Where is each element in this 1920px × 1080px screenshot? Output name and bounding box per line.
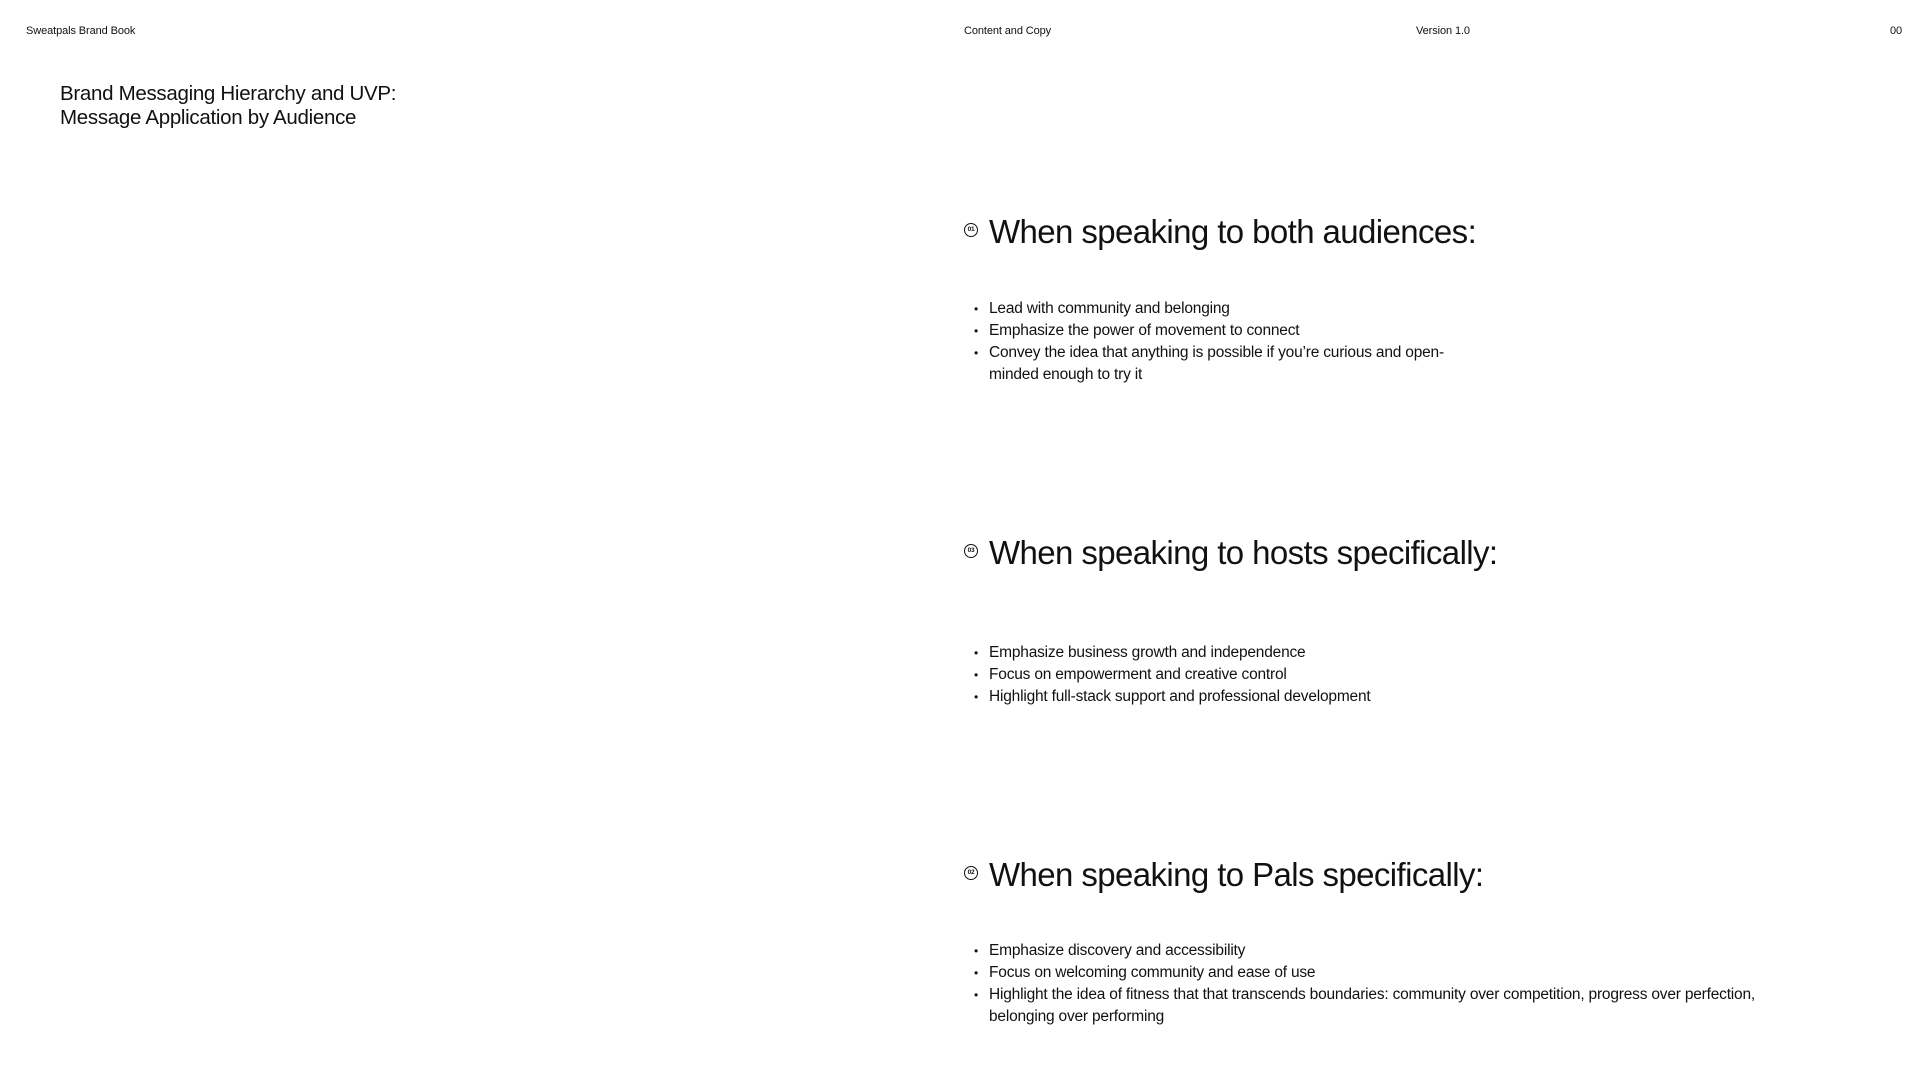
bullet-list xyxy=(964,940,1814,1028)
section-heading xyxy=(964,212,1864,252)
list-item xyxy=(964,664,1564,686)
section-number-badge: 03 xyxy=(964,544,978,558)
section-title: When speaking to both audiences: xyxy=(989,213,1477,250)
list-item xyxy=(964,320,1444,342)
bullet-icon: • xyxy=(974,302,979,316)
bullet-icon: • xyxy=(974,988,979,1002)
page-number: 00 xyxy=(1889,25,1902,37)
list-item xyxy=(964,298,1444,320)
section-title: When speaking to Pals specifically: xyxy=(989,856,1484,893)
bullet-icon: • xyxy=(974,966,979,980)
list-item xyxy=(964,940,1814,962)
list-item xyxy=(964,984,1814,1028)
list-item xyxy=(964,342,1444,386)
list-item-text: Convey the idea that anything is possible if you’re curious and open-minded enough to try it xyxy=(989,344,1444,383)
section-label: Content and Copy xyxy=(964,25,1052,37)
section-heading xyxy=(964,855,1864,895)
bullet-list xyxy=(964,298,1444,386)
list-item xyxy=(964,642,1564,664)
bullet-icon: • xyxy=(974,668,979,682)
audience-section-both xyxy=(964,212,1864,383)
bullet-icon: • xyxy=(974,690,979,704)
list-item-text: Focus on welcoming community and ease of use xyxy=(989,964,1316,981)
list-item-text: Highlight the idea of fitness that that transcends boundaries: community over competition, progress over perfection, belonging over performing xyxy=(989,986,1755,1025)
bullet-icon: • xyxy=(974,346,979,360)
section-heading xyxy=(964,533,1864,573)
list-item-text: Emphasize the power of movement to connect xyxy=(989,322,1300,339)
page-title-line-1: Brand Messaging Hierarchy and UVP: xyxy=(60,82,397,105)
list-item-text: Highlight full-stack support and professional development xyxy=(989,688,1371,705)
page-title-line-2: Message Application by Audience xyxy=(60,106,357,129)
list-item-text: Focus on empowerment and creative control xyxy=(989,666,1287,683)
audience-section-pals xyxy=(964,855,1864,1025)
bullet-icon: • xyxy=(974,324,979,338)
version-label: Version 1.0 xyxy=(1416,25,1470,37)
section-title: When speaking to hosts specifically: xyxy=(989,534,1498,571)
list-item-text: Emphasize business growth and independence xyxy=(989,644,1306,661)
list-item xyxy=(964,686,1564,708)
audience-section-hosts xyxy=(964,533,1864,705)
bullet-icon: • xyxy=(974,944,979,958)
list-item xyxy=(964,962,1814,984)
page-title xyxy=(60,82,396,130)
bullet-list xyxy=(964,642,1564,708)
section-number-badge: 02 xyxy=(964,866,978,880)
list-item-text: Emphasize discovery and accessibility xyxy=(989,942,1246,959)
brand-book-title: Sweatpals Brand Book xyxy=(26,25,136,37)
section-number-badge: 01 xyxy=(964,223,978,237)
list-item-text: Lead with community and belonging xyxy=(989,300,1230,317)
bullet-icon: • xyxy=(974,646,979,660)
